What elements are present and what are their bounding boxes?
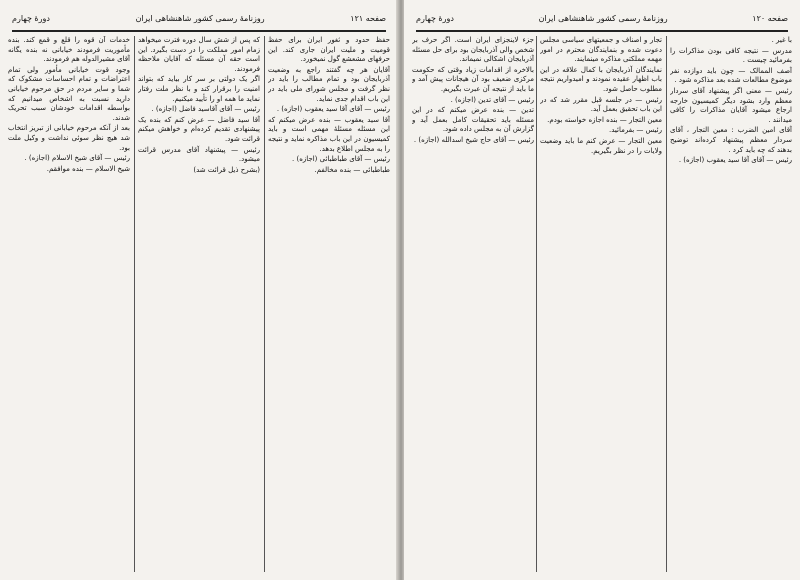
header-rule xyxy=(416,30,788,32)
paragraph: جزء لاینجزای ایران است. اگر حرف بر شخص والی آذربایجان بود برای حل مسئله آذربایجان اشکالی نمیماند. xyxy=(412,36,534,64)
paragraph: که پس از شش سال دوره فترت میخواهد زمام امور مملکت را در دست بگیرد. این است حقه آن مسئله که آقایان ملاحظه فرمودند. xyxy=(138,36,260,73)
paragraph: تدین — بنده عرض میکنم که در این مسئله باید تحقیقات کامل بعمل آید و گزارش آن به مجلس داده شود. xyxy=(412,106,534,134)
page-header xyxy=(12,10,386,26)
paragraph: مدرس — نتیجه کافی بودن مذاکرات را بفرمائید چیست . xyxy=(670,46,792,65)
paragraph: تجار و اصناف و جمعیتهای سیاسی مجلس دعوت شده و بنمایندگان محترم در امور مهمه مملکتی مذاکره مینمایند. xyxy=(540,36,662,64)
period-label: دورهٔ چهارم xyxy=(12,13,50,23)
paragraph: رئیس — بفرمائید. xyxy=(608,126,662,135)
paragraph: نمایندگان آذربایجان با کمال علاقه در این باب اظهار عقیده نمودند و امیدواریم نتیجه مطلوب حاصل شود. xyxy=(540,65,662,93)
text-column xyxy=(540,36,662,572)
text-column xyxy=(8,36,130,572)
period-label: دورهٔ چهارم xyxy=(416,13,454,23)
paragraph: با غیر . xyxy=(771,36,792,44)
paragraph: رئیس — آقای آقا سید یعقوب (اجازه) . xyxy=(276,105,390,114)
newspaper-title: روزنامهٔ رسمی کشور شاهنشاهی ایران xyxy=(538,13,668,23)
text-column xyxy=(268,36,390,572)
paragraph: رئیس — آقای آقاسید فاضل (اجازه) . xyxy=(151,105,260,114)
column-divider xyxy=(536,36,537,572)
paragraph: رئیس — معنی اگر پیشنهاد آقای سردار معظم وارد بشود دیگر کمیسیون خارجه ارجاع میشود آقایان مذاکرات را کافی میدانند . xyxy=(670,86,792,124)
newspaper-title: روزنامهٔ رسمی کشور شاهنشاهی ایران xyxy=(135,13,265,23)
paragraph: وجود قوت خیابانی مأمور ولی تمام اعتراضات و تمام احساسات مشکوک که شما و سایر مردم در حق مرحوم خیابانی دارید نسبت به اشخاص میدانیم که بواسطه اقدامات خودشان سبب تحریک شدند. xyxy=(8,65,130,122)
paragraph: اگر یک دولتی بر سر کار بیاید که بتواند امنیت را برقرار کند و با نظر ملت رفتار نماید ما همه او را تأیید میکنیم. xyxy=(138,75,260,103)
paragraph: رئیس — آقای حاج شیخ اسدالله (اجازه) . xyxy=(413,135,534,144)
paragraph: رئیس — پیشنهاد آقای مدرس قرائت میشود. xyxy=(138,145,260,164)
paragraph: آقا سید یعقوب — بنده عرض میکنم که این مسئله مسئلهٔ مهمی است و باید کمیسیون در این باب مذاکره نماید و نتیجه را به مجلس اطلاع بدهد. xyxy=(268,115,390,153)
text-column xyxy=(670,36,792,572)
paragraph: (بشرح ذیل قرائت شد) xyxy=(193,165,260,174)
paragraph: معین التجار — عرض کنم ما باید وضعیت ولایات را در نظر بگیریم. xyxy=(540,136,662,155)
paragraph: رئیس — آقای شیخ الاسلام (اجازه) . xyxy=(24,154,130,163)
paragraph: آقایان هر چه گفتند راجع به وضعیت آذربایجان بود و تمام مطالب را باید در نظر گرفت و مجلس شورای ملی باید در این باب اقدام جدی نماید. xyxy=(268,65,390,103)
column-divider xyxy=(264,36,265,572)
page-number: صفحه ۱۲۰ xyxy=(752,13,788,23)
text-column xyxy=(138,36,260,572)
paragraph: حفظ حدود و ثغور ایران برای حفظ قومیت و ملیت ایران جاری کند. این حرفهای مشعشع گول نمیخورد. xyxy=(268,36,390,64)
paragraph: آقا سید فاضل — عرض کنم که بنده یک پیشنهادی تقدیم کرده‌ام و خواهش میکنم قرائت شود. xyxy=(138,115,260,143)
column-divider xyxy=(666,36,667,572)
right-page xyxy=(404,0,800,580)
paragraph: بعد از آنکه مرحوم خیابانی از تبریز انتخاب شد هیچ نظر سوئی نداشت و وکیل ملت بود. xyxy=(8,124,130,152)
text-column xyxy=(412,36,534,572)
paragraph: رئیس — آقای تدین (اجازه) . xyxy=(450,95,534,104)
paragraph: آصف الممالک — چون باید دوازده نفر موضوع مطالعات شده بعد مذاکره شود . xyxy=(670,66,792,85)
paragraph: معین التجار — بنده اجازه خواسته بودم. xyxy=(547,115,662,124)
left-page xyxy=(0,0,398,580)
paragraph: خدمات آن قوه را قلع و قمع کند. بنده مأموریت فرمودند خیابانی نه بنده یگانه آقای مشیرالدوله هم فرمودند. xyxy=(8,36,130,64)
column-divider xyxy=(134,36,135,572)
paragraph: رئیس — آقای آقا سید یعقوب (اجازه) . xyxy=(678,156,792,165)
paragraph: طباطبائی — بنده مخالفم. xyxy=(314,165,390,174)
page-number: صفحه ۱۲۱ xyxy=(350,13,386,23)
paragraph: آقای امین الضرب : معین التجار ، آقای سردار معظم پیشنهاد کرده‌اند توضیح بدهند که چه باید کرد . xyxy=(670,126,792,154)
header-rule xyxy=(12,30,386,32)
paragraph: بالاخره از اقدامات زیاد وقتی که حکومت مرکزی ضعیف بود آن هیجانات پیش آمد و ما باید از نتیجه آن عبرت بگیریم. xyxy=(412,65,534,93)
page-header xyxy=(416,10,788,26)
paragraph: رئیس — آقای طباطبائی (اجازه) . xyxy=(292,155,390,164)
paragraph: شیخ الاسلام — بنده موافقم. xyxy=(46,164,130,173)
paragraph: رئیس — در جلسه قبل مقرر شد که در این باب تحقیق بعمل آید. xyxy=(540,95,662,114)
